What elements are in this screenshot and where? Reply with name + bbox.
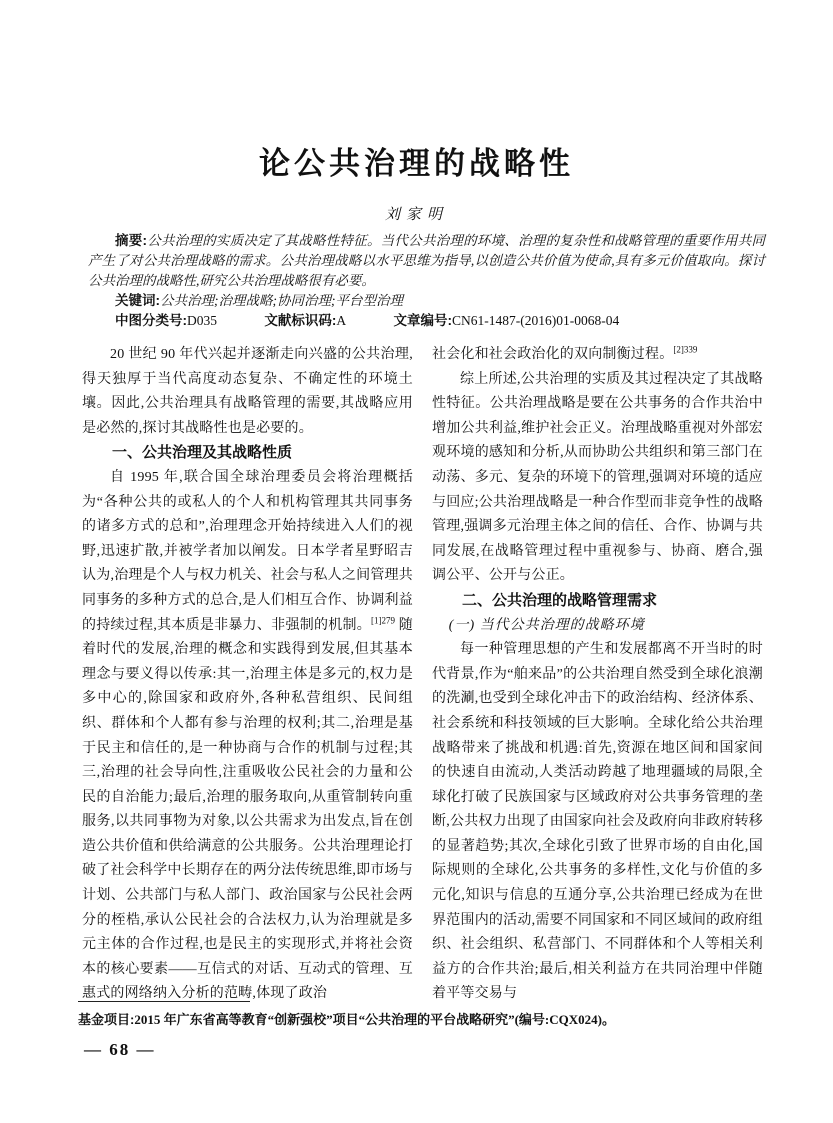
keywords-label: 关键词: — [115, 293, 160, 308]
author-name: 刘家明 — [384, 207, 448, 223]
abstract-text: 公共治理的实质决定了其战略性特征。当代公共治理的环境、治理的复杂性和战略管理的重要作用共同产生了对公共治理战略的需求。公共治理战略以水平思维为指导,以创造公共价值为使命,具有多元价值取向。探讨公共治理的战略性,研究公共治理战略很有必要。 — [88, 233, 765, 288]
subsection-heading-1: (一) 当代公共治理的战略环境 — [448, 617, 645, 633]
paragraph-governance-definition — [82, 466, 413, 1007]
paragraph-intro: 20 世纪 90 年代兴起并逐渐走向兴盛的公共治理,得天独厚于当代高度动态复杂、不确定性的环境土壤。因此,公共治理具有战略管理的需要,其战略应用是必然的,探讨其战略性也是必要的。 — [82, 347, 413, 436]
section-heading-2: 二、公共治理的战略管理需求 — [462, 591, 658, 609]
clc-number — [115, 313, 217, 328]
article-id — [394, 313, 620, 328]
body-columns — [82, 343, 763, 1011]
paragraph-text: 社会化和社会政治化的双向制衡过程。 — [432, 347, 674, 362]
page-number: — 68 — — [84, 1040, 156, 1059]
document-code — [264, 313, 346, 328]
paragraph-globalization: 每一种管理思想的产生和发展都离不开当时的时代背景,作为“舶来品”的公共治理自然受到全球化浪潮的洗涮,也受到全球化冲击下的政治结构、经济体系、社会系统和科技领域的巨大影响。全球化给公共治理战略带来了挑战和机遇:首先,资源在地区间和国家间的快速自由流动,人类活动跨越了地理疆域的局限,全球化打破了民族国家与区域政府对公共事务管理的垄断,公共权力出现了由国家向社会及政府向非政府转移的显著趋势;其次,全球化引致了世界市场的自由化,国际规则的全球化,公共事务的多样性,文化与价值的多元化,知识与信息的互通分享,公共治理已经成为在世界范围内的活动,需要不同国家和不同区域间的政府组织、社会组织、私营部门、不同群体和个人等相关利益方的合作共治;最后,相关利益方在共同治理中伴随着平等交易与 — [432, 642, 763, 1002]
citation-ref-1: [1]279 — [371, 614, 396, 625]
abstract-label: 摘要: — [115, 233, 147, 248]
document-code-value: A — [336, 313, 347, 328]
paragraph-summary: 综上所述,公共治理的实质及其过程决定了其战略性特征。公共治理战略是要在公共事务的合作共治中增加公共利益,维护社会正义。治理战略重视对外部宏观环境的感知和分析,从而协助公共组织和第三部门在动荡、多元、复杂的环境下的管理,强调对环境的适应与回应;公共治理战略是一种合作型而非竞争性的战略管理,强调多元治理主体之间的信任、合作、协调与共同发展,在战略管理过程中重视参与、协商、磨合,强调公平、公开与公正。 — [432, 371, 763, 584]
footnote-divider — [78, 1001, 250, 1002]
keywords — [88, 291, 765, 311]
abstract — [88, 231, 765, 291]
paper-title: 论公共治理的战略性 — [259, 146, 574, 181]
paragraph-continuation — [432, 343, 763, 368]
classification-line — [88, 311, 765, 331]
funding-footnote — [78, 1010, 768, 1029]
section-heading-1: 一、公共治理及其战略性质 — [112, 444, 293, 462]
left-column — [82, 343, 413, 1011]
paragraph-text: 随着时代的发展,治理的概念和实践得到发展,但其基本理念与要义得以传承:其一,治理主体是多元的,权力是多中心的,除国家和政府外,各种私营组织、民间组织、群体和个人都有参与治理的权利;其二,治理是基于民主和信任的,是一种协商与合作的机制与过程;其三,治理的社会导向性,注重吸收公民社会的力量和公民的自治能力;最后,治理的服务取向,从重管制转向重服务,以共同事物为对象,以公共需求为出发点,旨在创造公共价值和供给满意的公共服务。公共治理理论打破了社会科学中长期存在的两分法传统思维,即市场与计划、公共部门与私人部门、政治国家与公民社会两分的桎梏,承认公民社会的合法权力,认为治理就是多元主体的合作过程,也是民主的实现形式,并将社会资本的核心要素——互信式的对话、互动式的管理、互惠式的网络纳入分析的范畴,体现了政治 — [82, 617, 413, 1002]
keywords-text: 公共治理;治理战略;协同治理;平台型治理 — [160, 293, 403, 308]
clc-value: D035 — [187, 313, 217, 328]
front-matter — [88, 231, 765, 331]
funding-text: 2015 年广东省高等教育“创新强校”项目“公共治理的平台战略研究”(编号:CQX024)。 — [134, 1012, 615, 1027]
citation-ref-2: [2]339 — [673, 344, 698, 355]
funding-label: 基金项目: — [78, 1012, 135, 1027]
article-id-value: CN61-1487-(2016)01-0068-04 — [452, 313, 620, 328]
document-code-label: 文献标识码: — [264, 313, 337, 328]
right-column — [432, 343, 763, 1011]
clc-label: 中图分类号: — [115, 313, 187, 328]
article-id-label: 文章编号: — [393, 313, 452, 328]
paragraph-text: 自 1995 年,联合国全球治理委员会将治理概括为“各种公共的或私人的个人和机构管理其共同事务的诸多方式的总和”,治理理念开始持续进入人们的视野,迅速扩散,并被学者加以阐发。日本学者星野昭吉认为,治理是个人与权力机关、社会与私人之间管理共同事务的多种方式的总合,是人们相互合作、协调利益的持续过程,其本质是非暴力、非强制的机制。 — [82, 469, 413, 633]
